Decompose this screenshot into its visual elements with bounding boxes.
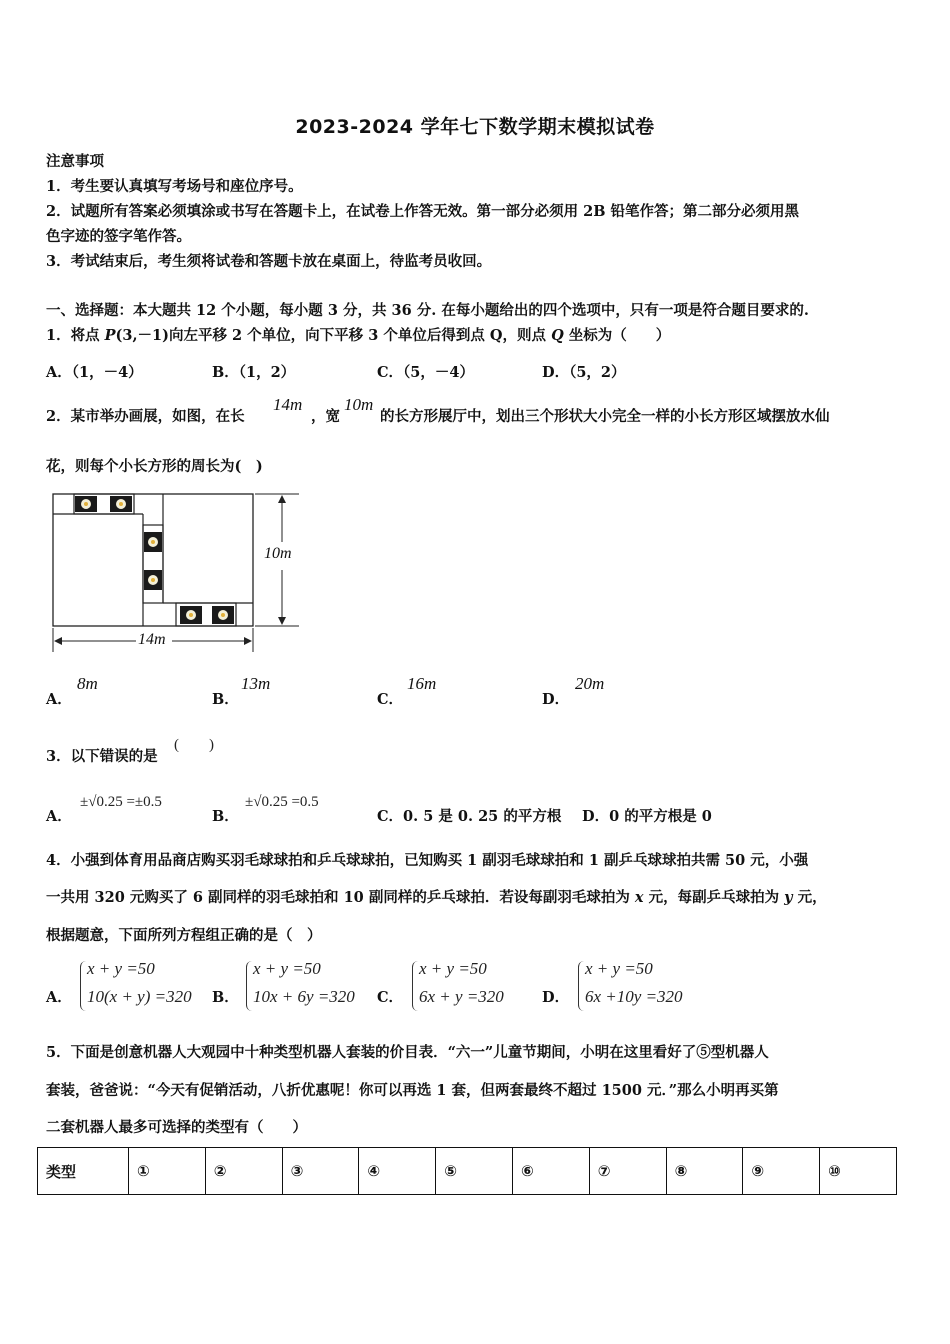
- question-3-stem: 3．以下错误的是: [46, 748, 158, 765]
- flower-icon: [110, 496, 132, 512]
- table-cell: ③: [282, 1148, 359, 1195]
- flower-icon: [144, 570, 162, 590]
- table-cell: ⑥: [512, 1148, 589, 1195]
- q2-option-b-value: 13m: [241, 674, 271, 693]
- q2-option-c-letter: C．: [377, 691, 404, 708]
- q2-length: 14m: [273, 395, 303, 414]
- q3-option-a-expr: ±√0.25 =±0.5: [80, 794, 162, 810]
- q3-paren: ( ): [174, 737, 214, 753]
- q4-option-c-eq2: 6x + y =320: [419, 987, 504, 1006]
- hall-figure: [44, 490, 304, 660]
- question-5-line2: 套装，爸爸说：“今天有促销活动，八折优惠呢！你可以再选 1 套，但两套最终不超过 1500 元．”那么小明再买第: [46, 1082, 779, 1099]
- q3-option-b-expr: ±√0.25 =0.5: [245, 794, 319, 810]
- table-cell: ④: [359, 1148, 436, 1195]
- section-heading: 一、选择题：本大题共 12 个小题，每小题 3 分，共 36 分. 在每小题给出的四个选项中，只有一项是符合题目要求的.: [46, 302, 809, 319]
- table-cell: ⑧: [666, 1148, 743, 1195]
- q2-option-d-value: 20m: [575, 674, 605, 693]
- question-4-line1: 4．小强到体育用品商店购买羽毛球球拍和乒乓球球拍，已知购买 1 副羽毛球球拍和 1 副乒乓球球拍共需 50 元，小强: [46, 852, 809, 869]
- q4-option-d-eq2: 6x +10y =320: [585, 987, 683, 1006]
- question-1-stem: 1．将点 P(3,－1)向左平移 2 个单位，向下平移 3 个单位后得到点 Q，则点 Q 坐标为（ ）: [46, 327, 671, 344]
- q3-option-c: C．0. 5 是 0. 25 的平方根: [377, 808, 562, 825]
- q4-option-b-eq2: 10x + 6y =320: [253, 987, 355, 1006]
- notes-item: 2．试题所有答案必须填涂或书写在答题卡上，在试卷上作答无效。第一部分必须用 2B 铅笔作答；第二部分必须用黑: [46, 203, 800, 220]
- flower-icon: [75, 496, 97, 512]
- question-2-stem-part2: ，宽: [311, 408, 340, 425]
- q4-option-b-letter: B．: [212, 989, 239, 1006]
- q2-option-a-value: 8m: [77, 674, 98, 693]
- table-cell: ⑨: [743, 1148, 820, 1195]
- notes-item: 1．考生要认真填写考场号和座位序号。: [46, 178, 303, 195]
- question-4-line3: 根据题意，下面所列方程组正确的是（ ）: [46, 927, 322, 944]
- q4-option-a-eq1: x + y =50: [87, 959, 155, 978]
- q1-option-c: C．（5，－4）: [377, 364, 474, 381]
- notes-item: 3．考试结束后，考生须将试卷和答题卡放在桌面上，待监考员收回。: [46, 253, 492, 270]
- table-cell: ①: [129, 1148, 206, 1195]
- fig-height-label: 10m: [264, 545, 292, 562]
- table-cell: ⑤: [436, 1148, 513, 1195]
- q1-option-a: A．（1，－4）: [46, 364, 143, 381]
- q2-option-a-letter: A．: [46, 691, 72, 708]
- flower-icon: [180, 606, 202, 624]
- fig-width-label: 14m: [138, 631, 166, 648]
- q3-option-b-letter: B．: [212, 808, 239, 825]
- q4-option-a-eq2: 10(x + y) =320: [87, 987, 192, 1006]
- flower-icon: [212, 606, 234, 624]
- q4-option-d-eq1: x + y =50: [585, 959, 653, 978]
- brace-icon: [80, 961, 87, 1011]
- brace-icon: [246, 961, 253, 1011]
- question-2-stem-line2: 花，则每个小长方形的周长为( ): [46, 458, 263, 475]
- brace-icon: [412, 961, 419, 1011]
- q2-width: 10m: [344, 395, 374, 414]
- table-cell: ②: [205, 1148, 282, 1195]
- q4-option-a-letter: A．: [46, 989, 72, 1006]
- brace-icon: [578, 961, 585, 1011]
- flower-icon: [144, 532, 162, 552]
- q4-option-c-eq1: x + y =50: [419, 959, 487, 978]
- question-2-stem-part3: 的长方形展厅中，划出三个形状大小完全一样的小长方形区域摆放水仙: [380, 408, 830, 425]
- q3-option-a-letter: A．: [46, 808, 72, 825]
- q4-option-c-letter: C．: [377, 989, 404, 1006]
- question-4-line2: 一共用 320 元购买了 6 副同样的羽毛球拍和 10 副同样的乒乓球拍．若设每副羽毛球拍为 x 元，每副乒乓球拍为 y 元，: [46, 889, 827, 906]
- price-table: [37, 1147, 897, 1195]
- page-title: 2023-2024 学年七下数学期末模拟试卷: [295, 116, 655, 138]
- q1-option-d: D．（5，2）: [542, 364, 626, 381]
- question-5-line3: 二套机器人最多可选择的类型有（ ）: [46, 1119, 307, 1136]
- q2-option-c-value: 16m: [407, 674, 437, 693]
- q1-option-b: B．（1，2）: [212, 364, 296, 381]
- hall-diagram: [44, 490, 304, 660]
- notes-heading: 注意事项: [46, 153, 104, 170]
- q2-option-b-letter: B．: [212, 691, 239, 708]
- table-cell: ⑦: [589, 1148, 666, 1195]
- q2-option-d-letter: D．: [542, 691, 570, 708]
- question-5-line1: 5．下面是创意机器人大观园中十种类型机器人套装的价目表．“六一”儿童节期间，小明在这里看好了⑤型机器人: [46, 1044, 769, 1061]
- q4-option-d-letter: D．: [542, 989, 570, 1006]
- table-cell: ⑩: [820, 1148, 897, 1195]
- q3-option-d: D．0 的平方根是 0: [582, 808, 712, 825]
- table-cell: 类型: [38, 1148, 129, 1195]
- question-2-stem-part1: 2．某市举办画展，如图，在长: [46, 408, 245, 425]
- q4-option-b-eq1: x + y =50: [253, 959, 321, 978]
- notes-item: 色字迹的签字笔作答。: [46, 228, 191, 245]
- table-row: [38, 1148, 897, 1195]
